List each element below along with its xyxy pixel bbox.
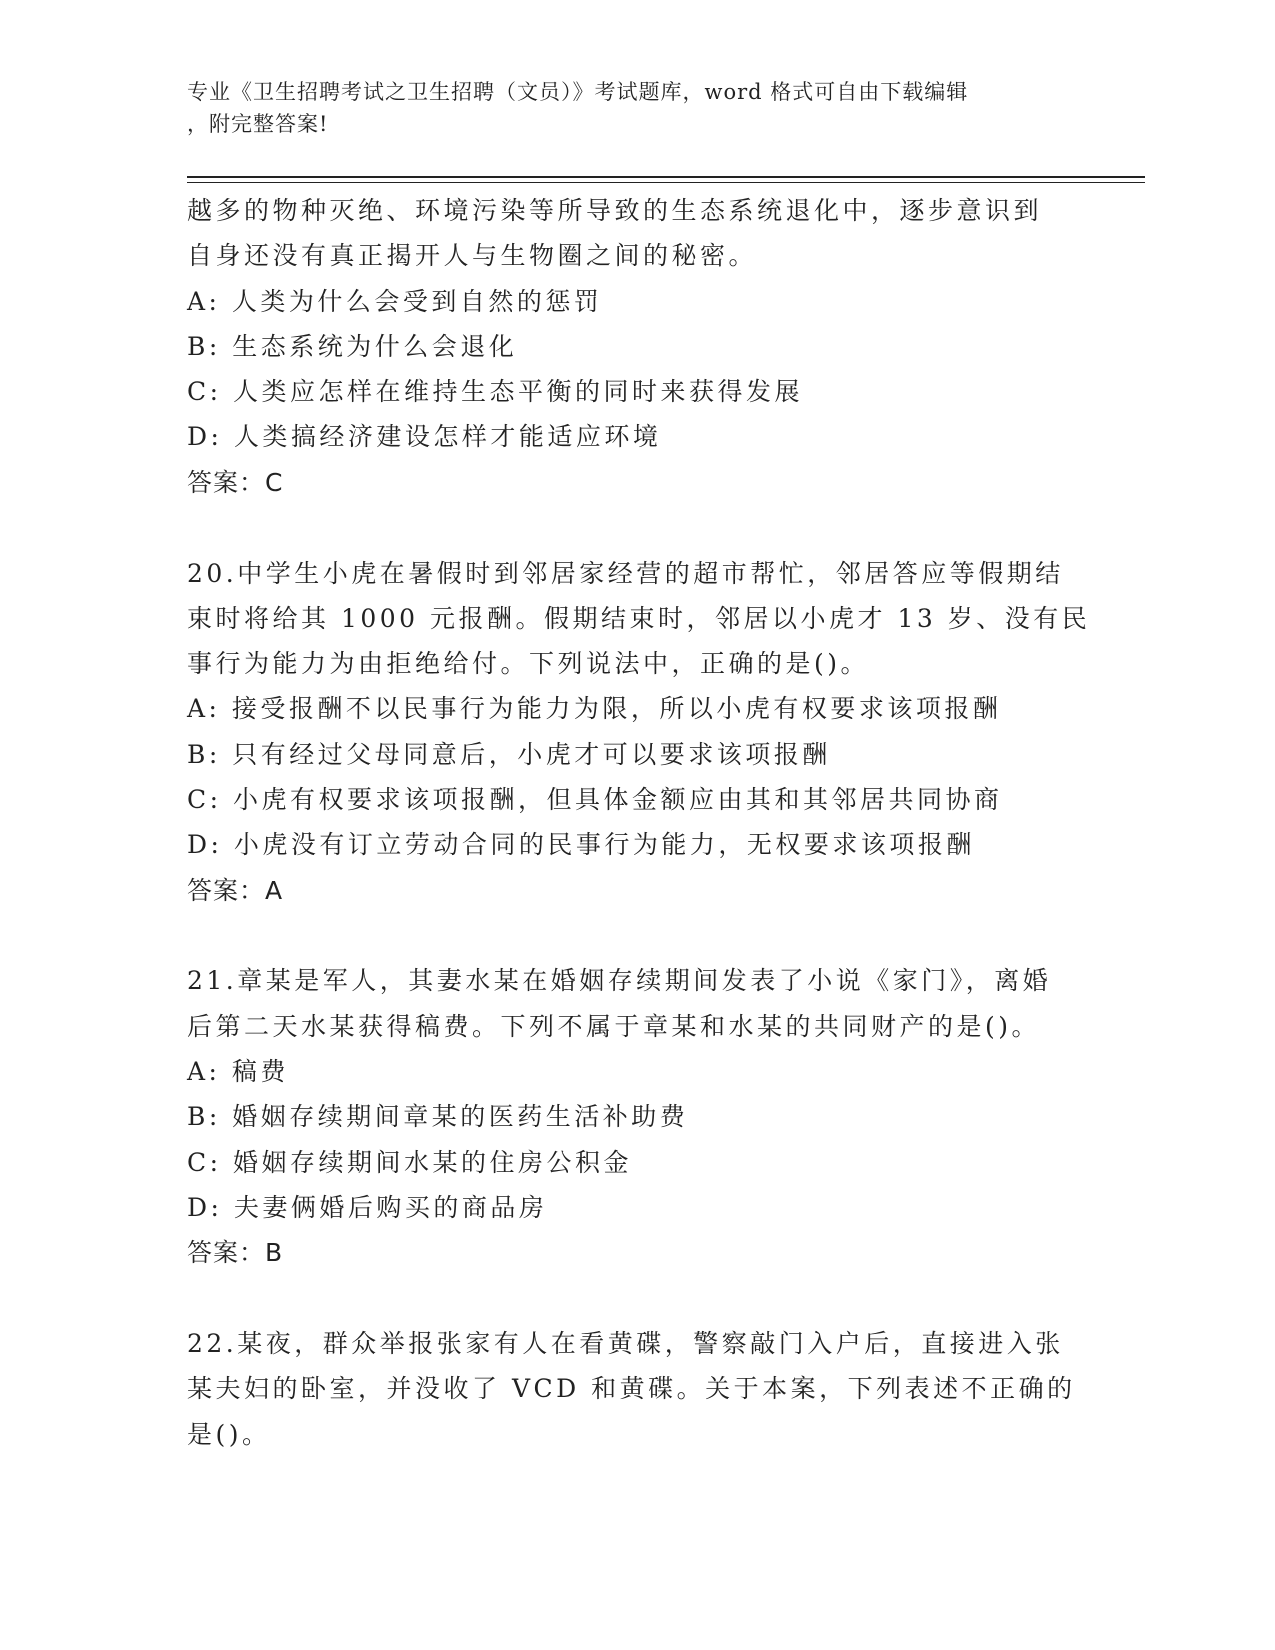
- option-c: C: 婚姻存续期间水某的住房公积金: [187, 1147, 632, 1177]
- question-stem-line: 越多的物种灭绝、环境污染等所导致的生态系统退化中，逐步意识到: [187, 196, 1043, 225]
- question-22: [187, 1321, 1087, 1457]
- header-rule-thin: [187, 182, 1145, 183]
- option-d: D: 小虎没有订立劳动合同的民事行为能力，无权要求该项报酬: [187, 830, 975, 860]
- header-rule-thick: [187, 176, 1145, 178]
- option-a: A: 稿费: [187, 1057, 289, 1087]
- answer: 答案：B: [187, 1238, 284, 1268]
- question-stem-line: 束时将给其 1000 元报酬。假期结束时，邻居以小虎才 13 岁、没有民: [187, 603, 1091, 633]
- answer: 答案：C: [187, 467, 284, 497]
- question-21: [187, 958, 1087, 1275]
- question-stem-line: 20.中学生小虎在暑假时到邻居家经营的超市帮忙，邻居答应等假期结: [187, 558, 1064, 588]
- question-stem-line: 自身还没有真正揭开人与生物圈之间的秘密。: [187, 241, 758, 271]
- option-d: D: 夫妻俩婚后购买的商品房: [187, 1192, 548, 1222]
- option-b: B: 婚姻存续期间章某的医药生活补助费: [187, 1102, 689, 1132]
- question-19: [187, 188, 1087, 505]
- option-c: C: 人类应怎样在维持生态平衡的同时来获得发展: [187, 377, 803, 407]
- option-b: B: 只有经过父母同意后，小虎才可以要求该项报酬: [187, 739, 831, 769]
- question-stem-line: 22.某夜，群众举报张家有人在看黄碟，警察敲门入户后，直接进入张: [187, 1329, 1064, 1359]
- option-d: D: 人类搞经济建设怎样才能适应环境: [187, 422, 662, 452]
- answer: 答案：A: [187, 875, 284, 905]
- option-c: C: 小虎有权要求该项报酬，但具体金额应由其和其邻居共同协商: [187, 785, 1003, 815]
- question-stem-line: 某夫妇的卧室，并没收了 VCD 和黄碟。关于本案，下列表述不正确的: [187, 1374, 1076, 1404]
- question-stem-line: 是()。: [187, 1419, 271, 1449]
- document-header: [187, 76, 1067, 140]
- header-line-1: 专业《卫生招聘考试之卫生招聘（文员）》考试题库，word 格式可自由下载编辑: [187, 80, 969, 104]
- option-b: B: 生态系统为什么会退化: [187, 331, 518, 361]
- document-body: [187, 188, 1091, 1457]
- question-stem-line: 21.章某是军人，其妻水某在婚姻存续期间发表了小说《家门》，离婚: [187, 966, 1052, 996]
- option-a: A: 接受报酬不以民事行为能力为限，所以小虎有权要求该项报酬: [187, 694, 1002, 724]
- question-stem-line: 后第二天水某获得稿费。下列不属于章某和水某的共同财产的是()。: [187, 1011, 1041, 1041]
- question-20: [187, 551, 1091, 913]
- option-a: A: 人类为什么会受到自然的惩罚: [187, 286, 603, 316]
- header-line-2: ，附完整答案!: [187, 112, 329, 136]
- question-stem-line: 事行为能力为由拒绝给付。下列说法中，正确的是()。: [187, 649, 870, 679]
